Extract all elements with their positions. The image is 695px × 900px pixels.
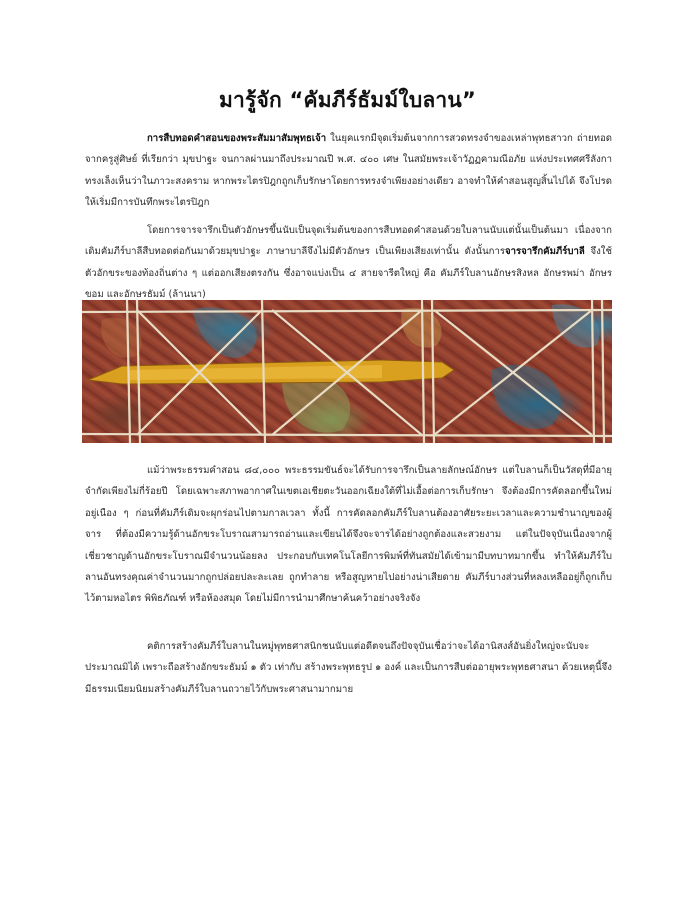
paragraph-text: ในยุคแรกมีจุดเริ่มต้นจากการสวดทรงจำของเหล่าพุทธสาวก ถ่ายทอดจากครูสู่ศิษย์ ที่เรียกว่า มุขปาฐะ จนกาลผ่านมาถึงประมาณปี พ.ศ. ๔๐๐ เศษ ในสมัยพระเจ้าวัฏฏคามณีอภัย แห่งประเทศศรีลังกา ทรงเล็งเห็นว่าในภาวะสงคราม หากพระไตรปิฎกถูกเก็บรักษาโดยการทรงจำเพียงอย่างเดียว อาจทำให้คำสอนสูญสิ้นไปได้ จึงโปรดให้เริ่มมีการบันทึกพระไตรปิฎก: [85, 133, 612, 209]
palm-leaf-manuscript-icon: [82, 300, 612, 443]
paragraph-merit: [85, 636, 612, 700]
paragraph-bold-term: จารจารึกคัมภีร์บาลี: [505, 246, 585, 258]
paragraph-text: คติการสร้างคัมภีร์ใบลานในหมู่พุทธศาสนิกชนนับแต่อดีตจนถึงปัจจุบันเชื่อว่าจะได้อานิสงส์อันยิ่งใหญ่จะนับจะประมาณมิได้ เพราะถือสร้างอักขระธัมม์ ๑ ตัว เท่ากับ สร้างพระพุทธรูป ๑ องค์ และเป็นการสืบต่ออายุพระพุทธศาสนา ด้วยเหตุนี้จึงมีธรรมเนียมนิยมสร้างคัมภีร์ใบลานถวายไว้กับพระศาสนามากมาย: [85, 641, 612, 695]
paragraph-preservation: [85, 460, 612, 610]
paragraph-origin: [85, 128, 612, 214]
paragraph-text: แม้ว่าพระธรรมคำสอน ๘๔,๐๐๐ พระธรรมขันธ์จะได้รับการจารึกเป็นลายลักษณ์อักษร แต่ใบลานก็เป็นวัสดุที่มีอายุจำกัดเพียงไม่กี่ร้อยปี โดยเฉพาะสภาพอากาศในเขตเอเชียตะวันออกเฉียงใต้ที่ไม่เอื้อต่อการเก็บรักษา จึงต้องมีการคัดลอกขึ้นใหม่อยู่เนือง ๆ ก่อนที่คัมภีร์เดิมจะผุกร่อนไปตามกาลเวลา ทั้งนี้ การคัดลอกคัมภีร์ใบลานต้องอาศัยระยะเวลาและความชำนาญของผู้จาร ที่ต้องมีความรู้ด้านอักขระโบราณสามารถอ่านและเขียนได้จึงจะจารได้อย่างถูกต้องและสวยงาม แต่ในปัจจุบันเนื่องจากผู้เชี่ยวชาญด้านอักขระโบราณมีจำนวนน้อยลง ประกอบกับเทคโนโลยีการพิมพ์ที่ทันสมัยได้เข้ามามีบทบาทมากขึ้น ทำให้คัมภีร์ใบลานอันทรงคุณค่าจำนวนมากถูกปล่อยปละละเลย ถูกทำลาย หรือสูญหายไปอย่างน่าเสียดาย คัมภีร์บางส่วนที่หลงเหลืออยู่ก็ถูกเก็บไว้ตามหอไตร พิพิธภัณฑ์ หรือห้องสมุด โดยไม่มีการนำมาศึกษาค้นคว้าอย่างจริงจัง: [85, 465, 612, 605]
paragraph-text-before: โดยการจารจารึกเป็นตัวอักษรขึ้นนับเป็นจุดเริ่มต้นของการสืบทอดคำสอนด้วยใบลานนับแต่นั้นเป็นต้นมา เนื่องจากเดิมคัมภีร์บาลีสืบทอดต่อกันมาด้วยมุขปาฐะ ภาษาบาลีจึงไม่มีตัวอักษร เป็นเพียงเสียงเท่านั้น ดังนั้นการ: [85, 225, 612, 258]
palm-leaf-manuscript-photo: [82, 300, 612, 443]
paragraph-text-after: จึงใช้ตัวอักขระของท้องถิ่นต่าง ๆ แต่ออกเสียงตรงกัน ซึ่งอาจแบ่งเป็น ๔ สายจารีตใหญ่ คือ คัมภีร์ใบลานอักษรสิงหล อักษรพม่า อักษรขอม และอักษรธัมม์ (ล้านนา): [85, 246, 612, 301]
paragraph-lead-bold: การสืบทอดคำสอนของพระสัมมาสัมพุทธเจ้า: [147, 133, 327, 144]
page-title: มารู้จัก “คัมภีร์ธัมม์ใบลาน”: [219, 88, 476, 112]
paragraph-inscription: [85, 220, 612, 306]
